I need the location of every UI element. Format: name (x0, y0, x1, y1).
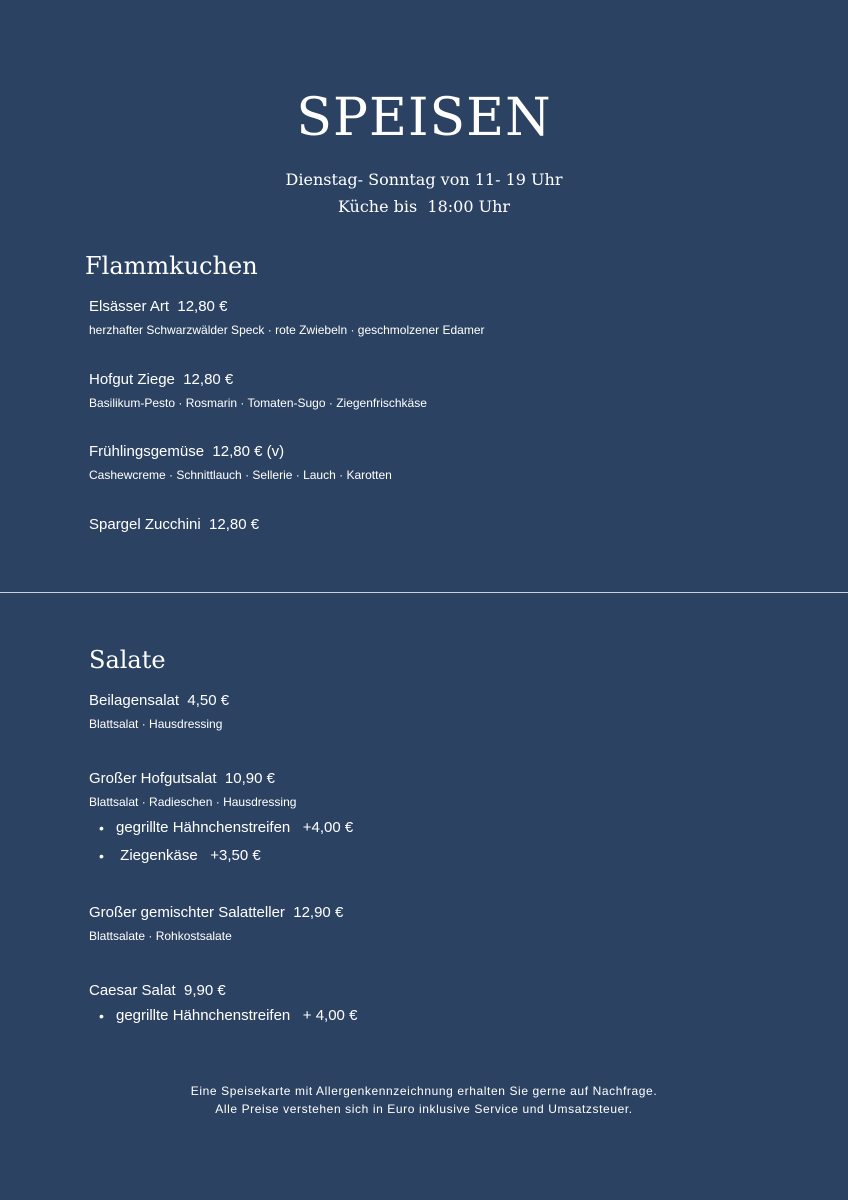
menu-item (89, 904, 343, 943)
section-title-flammkuchen: Flammkuchen (85, 252, 258, 280)
menu-item-description: Basilikum-Pesto · Rosmarin · Tomaten-Sugo · Ziegenfrischkäse (89, 396, 427, 410)
menu-item (89, 298, 485, 337)
menu-item-name: Beilagensalat 4,50 € (89, 692, 230, 709)
menu-item-name: Hofgut Ziege 12,80 € (89, 371, 234, 388)
kitchen-hours: Küche bis 18:00 Uhr (337, 197, 511, 216)
menu-item-name: Caesar Salat 9,90 € (89, 982, 226, 999)
allergen-note: Eine Speisekarte mit Allergenkennzeichnung erhalten Sie gerne auf Nachfrage. (190, 1084, 658, 1098)
price-note: Alle Preise verstehen sich in Euro inklusive Service und Umsatzsteuer. (215, 1102, 633, 1116)
menu-item-name: Frühlingsgemüse 12,80 € (v) (89, 443, 285, 460)
menu-item-name: Großer Hofgutsalat 10,90 € (89, 770, 275, 787)
extra-option: • Ziegenkäse +3,50 € (89, 847, 353, 875)
opening-hours (0, 166, 848, 220)
section-divider (0, 592, 848, 593)
section-title-salate: Salate (89, 646, 166, 674)
menu-item-description: Blattsalat · Hausdressing (89, 717, 223, 731)
menu-item-description: herzhafter Schwarzwälder Speck · rote Zwiebeln · geschmolzener Edamer (89, 323, 485, 337)
menu-item-description: Blattsalate · Rohkostsalate (89, 929, 232, 943)
menu-item (89, 516, 259, 533)
menu-item (89, 443, 392, 482)
extra-option: • gegrillte Hähnchenstreifen +4,00 € (89, 819, 353, 847)
menu-item (89, 371, 427, 410)
menu-item-description: Cashewcreme · Schnittlauch · Sellerie · Lauch · Karotten (89, 468, 392, 482)
footer-note (0, 1082, 848, 1118)
extra-option: • gegrillte Hähnchenstreifen + 4,00 € (89, 1007, 357, 1035)
menu-item (89, 982, 357, 1035)
menu-item-description: Blattsalat · Radieschen · Hausdressing (89, 795, 297, 809)
page-title: SPEISEN (296, 88, 552, 148)
extras-list (89, 1007, 357, 1035)
opening-hours-days: Dienstag- Sonntag von 11- 19 Uhr (285, 170, 563, 189)
menu-item-name: Elsässer Art 12,80 € (89, 298, 228, 315)
menu-item (89, 770, 353, 875)
menu-item (89, 692, 229, 731)
menu-item-name: Spargel Zucchini 12,80 € (89, 516, 260, 533)
menu-item-name: Großer gemischter Salatteller 12,90 € (89, 904, 344, 921)
extras-list (89, 819, 353, 875)
